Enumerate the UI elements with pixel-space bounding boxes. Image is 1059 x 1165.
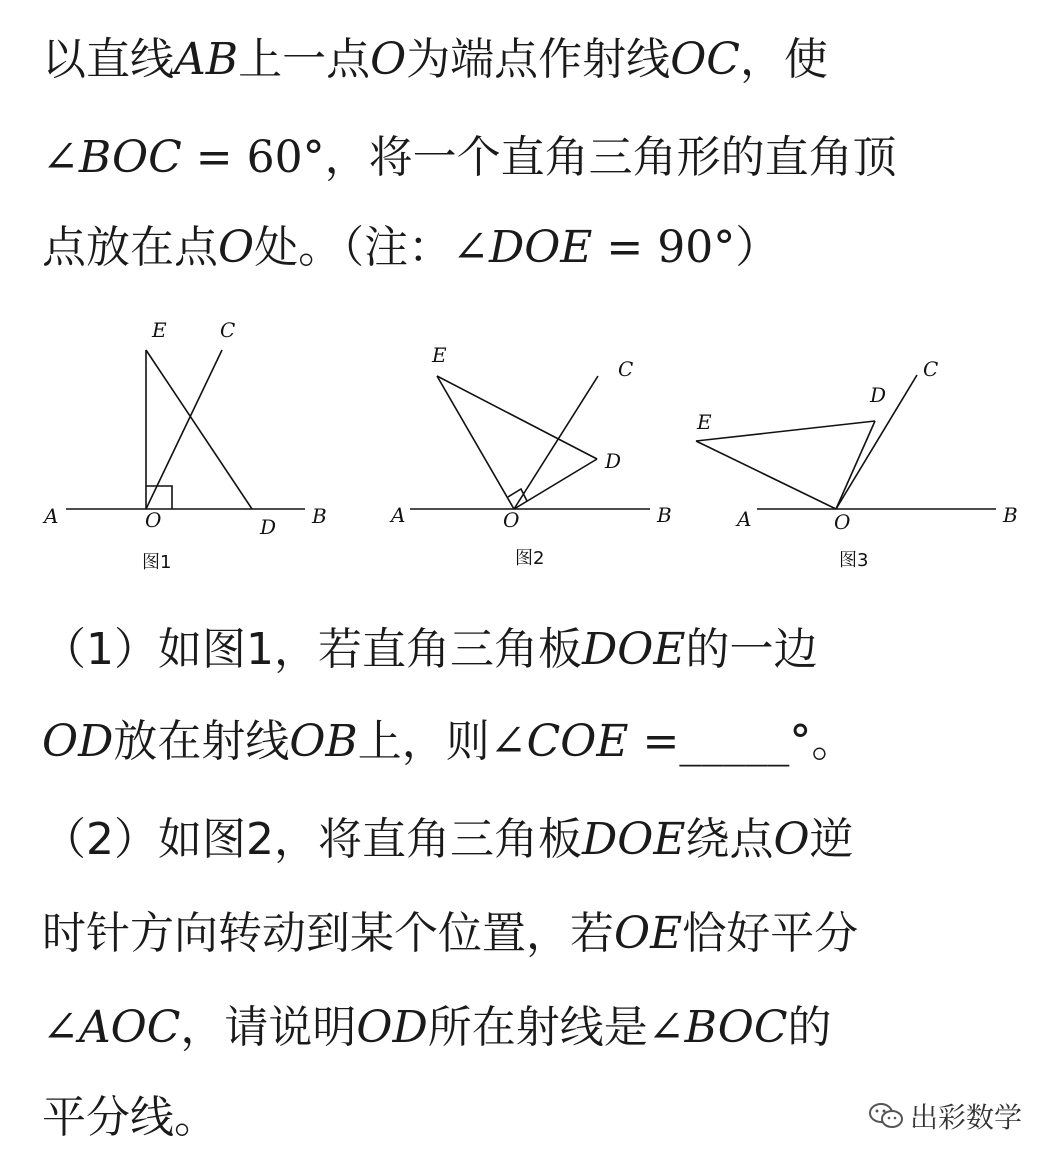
text: 上一点 [238, 34, 371, 85]
math-O: O [218, 222, 255, 273]
text: 放在射线 [113, 716, 290, 767]
fig1-label-B: B [312, 504, 327, 528]
math-angle-COE: ∠COE [489, 716, 629, 767]
figure-1 [66, 350, 305, 509]
text: 的一边 [685, 624, 818, 675]
answer-blank: =_____°。 [628, 716, 856, 767]
fig2-label-E: E [432, 343, 447, 367]
math-angle-BOC: ∠BOC [42, 132, 182, 183]
math-DOE: DOE [582, 624, 686, 675]
fig3-label-B: B [1003, 503, 1018, 527]
fig2-caption: 图2 [515, 548, 545, 569]
fig3-label-C: C [923, 357, 939, 381]
figure-3 [696, 375, 996, 509]
text: 恰好平分 [682, 908, 859, 959]
text: 处。（注： [254, 222, 453, 273]
fig1-label-O: O [145, 508, 162, 532]
text: 上，则 [357, 716, 490, 767]
text: （2）如图2，将直角三角板 [42, 814, 582, 865]
text: ，使 [739, 34, 828, 85]
text: 绕点 [685, 814, 774, 865]
ray-OD [836, 421, 875, 509]
text: ，请说明 [180, 1002, 357, 1053]
math-angle-BOC: ∠BOC [647, 1002, 788, 1053]
math-OE: OE [614, 908, 683, 959]
right-angle-mark [508, 489, 527, 501]
math-OC: OC [670, 34, 740, 85]
figure-2 [410, 376, 650, 509]
watermark-text: 出彩数学 [910, 1101, 1023, 1134]
math-OB: OB [289, 716, 358, 767]
text: 为端点作射线 [406, 34, 671, 85]
side-ED [696, 421, 875, 441]
problem-line-1 [42, 30, 828, 90]
fig1-label-E: E [152, 318, 167, 342]
problem-line-2 [42, 128, 897, 188]
text: 时针方向转动到某个位置，若 [42, 908, 614, 959]
right-angle-mark [146, 486, 172, 509]
question-2-line-2 [42, 904, 858, 964]
fig3-label-E: E [697, 410, 712, 434]
question-2-line-4 [42, 1088, 218, 1148]
text: 以直线 [42, 34, 174, 85]
fig1-caption: 图1 [142, 552, 172, 573]
problem-line-3 [42, 218, 779, 278]
ray-OC [514, 376, 598, 509]
text: 点放在点 [42, 222, 218, 273]
text: 逆 [809, 814, 854, 865]
question-2-line-3 [42, 998, 832, 1058]
math-DOE: DOE [582, 814, 686, 865]
math-OD: OD [42, 716, 114, 767]
question-2-line-1 [42, 810, 854, 870]
math-O: O [773, 814, 810, 865]
math-angle-DOE: ∠DOE [452, 222, 593, 273]
question-1-line-2 [42, 712, 855, 772]
text: 的 [787, 1002, 832, 1053]
fig3-caption: 图3 [839, 550, 869, 571]
fig2-label-O: O [503, 508, 520, 532]
fig1-label-A: A [44, 504, 59, 528]
side-ED [146, 350, 252, 509]
text: ，将一个直角三角形的直角顶 [324, 132, 897, 183]
ray-OD [514, 459, 597, 509]
text: 所在射线是 [427, 1002, 648, 1053]
text: ） [735, 222, 780, 273]
fig3-label-A: A [737, 507, 752, 531]
fig2-label-A: A [391, 503, 406, 527]
math-O: O [370, 34, 407, 85]
wechat-icon [868, 1101, 904, 1131]
fig3-label-D: D [870, 383, 887, 407]
text: 平分线。 [42, 1092, 218, 1143]
figures [0, 300, 1059, 590]
ray-OC [146, 350, 222, 509]
math-angle-AOC: ∠AOC [42, 1002, 181, 1053]
math-90deg: = 90° [592, 222, 736, 273]
fig2-label-B: B [657, 503, 672, 527]
fig2-label-C: C [618, 357, 634, 381]
fig2-label-D: D [605, 449, 622, 473]
math-OD: OD [356, 1002, 428, 1053]
fig1-label-C: C [220, 318, 236, 342]
fig1-label-D: D [260, 515, 277, 539]
fig3-label-O: O [834, 510, 851, 534]
ray-OE [696, 441, 836, 509]
text: （1）如图1，若直角三角板 [42, 624, 582, 675]
watermark [868, 1096, 1022, 1136]
question-1-line-1 [42, 620, 817, 680]
math-60deg: = 60° [181, 132, 325, 183]
math-AB: AB [174, 34, 239, 85]
